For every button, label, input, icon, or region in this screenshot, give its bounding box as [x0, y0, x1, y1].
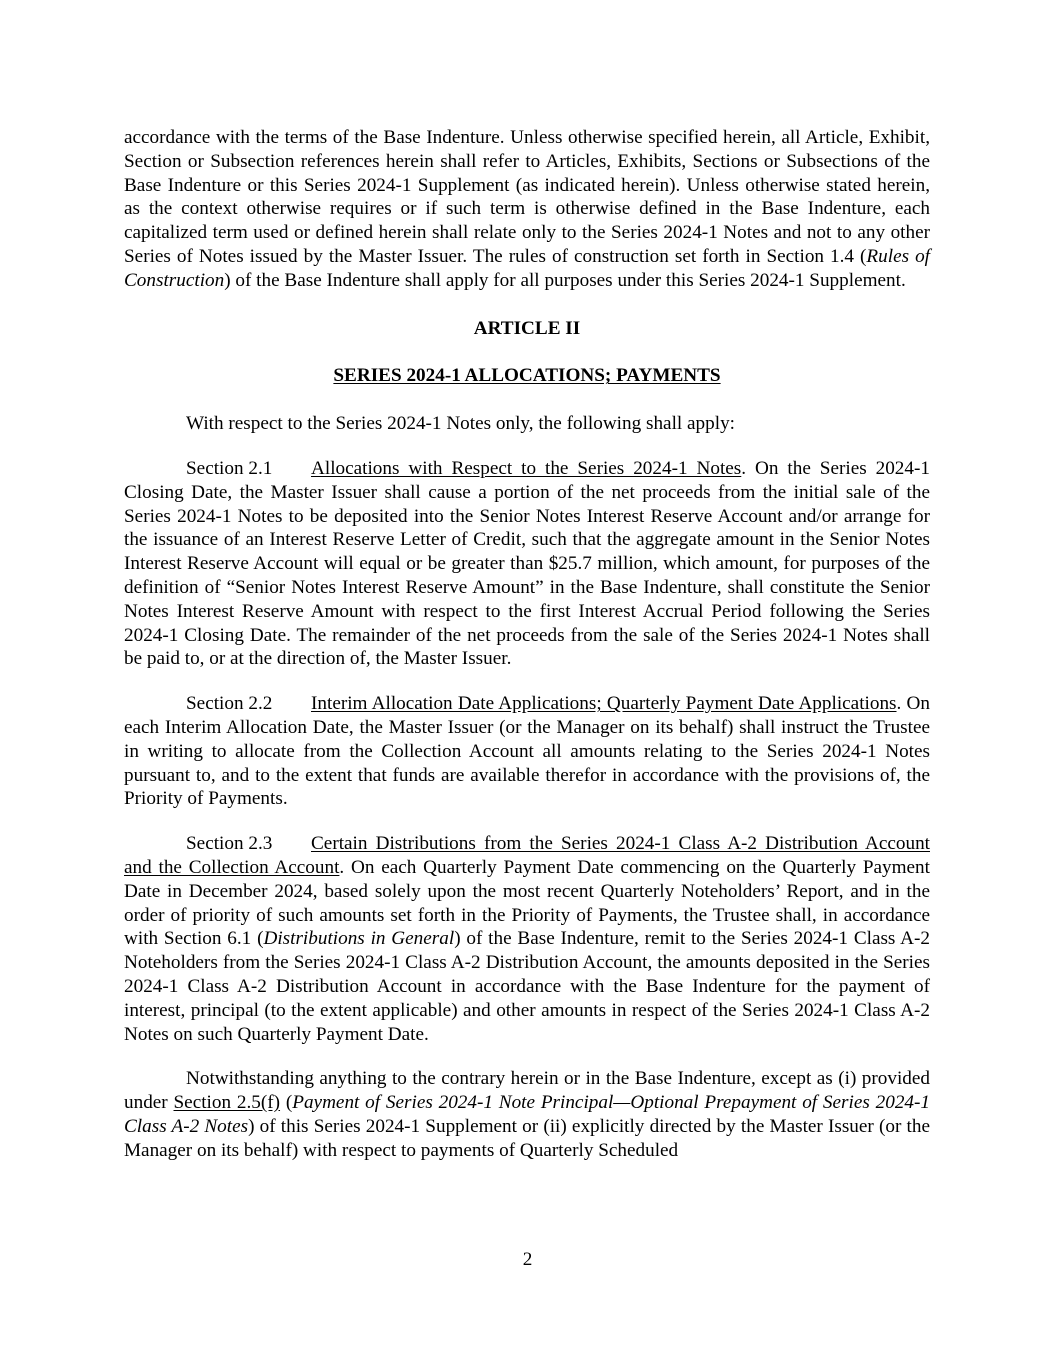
- intro-paragraph: [124, 126, 930, 293]
- distributions-in-general-ref: Distributions in General: [263, 928, 455, 950]
- section-2-3-body-end: ) of the Base Indenture, remit to the Series 2024-1 Class A-2 Noteholders from the Series 2024-1 Class A-2 Distribution Account, the amounts deposited in the Series 2024-1 Class A-2 Distribution Account in accordance with the Base Indenture for the payment of interest, principal (to the extent applicable) and other amounts in respect of the Series 2024-1 Class A-2 Notes on such Quarterly Payment Date.: [124, 928, 930, 1045]
- notwithstanding-paragraph: [124, 1067, 930, 1162]
- section-2-2-label: Section 2.2: [186, 693, 273, 715]
- intro-text-end: ) of the Base Indenture shall apply for all purposes under this Series 2024-1 Supplement.: [224, 269, 906, 291]
- notwithstanding-text-end: ) of this Series 2024-1 Supplement or (ii) explicitly directed by the Master Issuer (or the Manager on its behalf) with respect to payments of Quarterly Scheduled: [124, 1115, 930, 1161]
- section-2-3-label: Section 2.3: [186, 833, 273, 855]
- page-number: 2: [522, 1249, 533, 1270]
- article-title: SERIES 2024-1 ALLOCATIONS; PAYMENTS: [333, 365, 721, 387]
- section-2-3: [124, 832, 930, 1046]
- section-2-2-body: . On each Interim Allocation Date, the Master Issuer (or the Manager on its behalf) shall instruct the Trustee in writing to allocate from the Collection Account all amounts relating to the Series 2024-1 Notes pursuant to, and to the extent that funds are available therefor in accordance with the provisions of, the Priority of Payments.: [124, 693, 931, 810]
- section-2-1: [124, 457, 930, 671]
- section-2-5f-ref: Section 2.5(f): [173, 1092, 281, 1114]
- notwithstanding-text: Notwithstanding anything to the contrary herein or in the Base Indenture, except as (i) provided under: [124, 1068, 930, 1114]
- section-2-3-body: . On each Quarterly Payment Date commencing on the Quarterly Payment Date in December 2024, based solely upon the most recent Quarterly Noteholders’ Report, and in the order of priority of such amounts set forth in the Priority of Payments, the Trustee shall, in accordance with Section 6.1 (: [124, 856, 930, 950]
- section-2-1-title: Allocations with Respect to the Series 2024-1 Notes: [311, 457, 742, 479]
- intro-text: accordance with the terms of the Base Indenture. Unless otherwise specified herein, all Article, Exhibit, Section or Subsection references herein shall refer to Articles, Exhibits, Sections or Subsections of the Base Indenture or this Series 2024-1 Supplement (as indicated herein). Unless otherwise stated herein, as the context otherwise requires or if such term is otherwise defined in the Base Indenture, each capitalized term used or defined herein shall relate only to the Series 2024-1 Notes and not to any other Series of Notes issued by the Master Issuer. The rules of construction set forth in Section 1.4 (: [124, 127, 930, 267]
- section-2-2-title: Interim Allocation Date Applications; Quarterly Payment Date Applications: [311, 693, 897, 715]
- article-lead: With respect to the Series 2024-1 Notes only, the following shall apply:: [186, 413, 735, 435]
- section-2-3-title: Certain Distributions from the Series 2024-1 Class A-2 Distribution Account and the Collection Account: [124, 833, 930, 878]
- section-2-2: [124, 692, 930, 811]
- rules-of-construction-ref: Rules of Construction: [124, 245, 930, 291]
- article-number: ARTICLE II: [473, 317, 581, 339]
- document-page: [124, 126, 930, 1162]
- optional-prepayment-ref: Payment of Series 2024-1 Note Principal—Optional Prepayment of Series 2024-1 Class A-2 Notes: [124, 1092, 930, 1137]
- section-2-1-body: . On the Series 2024-1 Closing Date, the Master Issuer shall cause a portion of the net proceeds from the initial sale of the Series 2024-1 Notes to be deposited into the Senior Notes Interest Reserve Account and/or arrange for the issuance of an Interest Reserve Letter of Credit, such that the aggregate amount in the Senior Notes Interest Reserve Account will equal or be greater than $25.7 million, which amount, for purposes of the definition of “Senior Notes Interest Reserve Amount” in the Base Indenture, shall constitute the Senior Notes Interest Reserve Amount with respect to the first Interest Accrual Period following the Series 2024-1 Closing Date. The remainder of the net proceeds from the sale of the Series 2024-1 Notes shall be paid to, or at the direction of, the Master Issuer.: [124, 457, 930, 670]
- notwithstanding-paren: (: [280, 1092, 293, 1114]
- section-2-1-label: Section 2.1: [186, 457, 273, 479]
- article-title-line: [124, 364, 930, 388]
